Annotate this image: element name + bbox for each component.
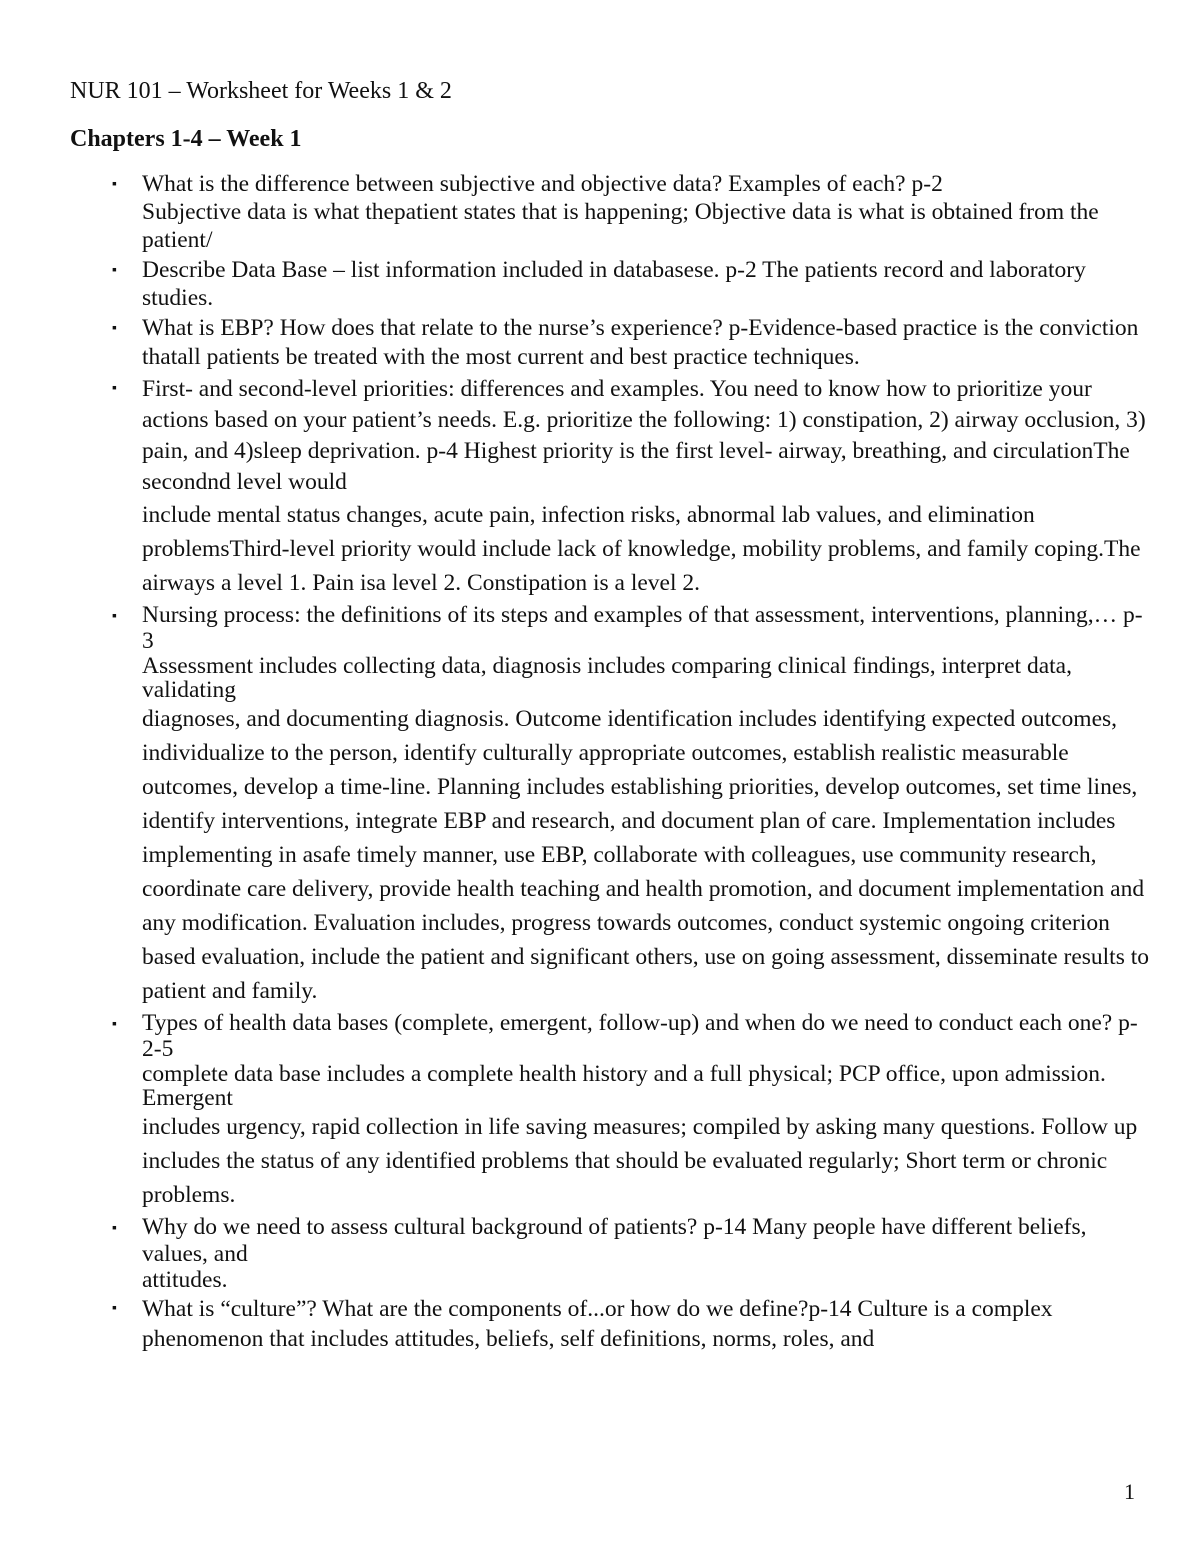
item-answer: Assessment includes collecting data, diagnosis includes comparing clinical findings, interpret data, validating: [142, 653, 1072, 703]
item-question: First- and second-level priorities: differences and examples. You need to know how to prioritize your actions based on your patient’s needs. E.g. prioritize the following: 1) constipation, 2) airway occlusion, 3) pain, and 4)sleep deprivation. p-4 Highest priority is the first level- airway, breathing, and circulationThe secondnd level would: [142, 376, 1146, 495]
list-item: [0, 1214, 1200, 1292]
item-answer: attitudes.: [142, 1267, 228, 1293]
list-item: [0, 602, 1200, 1008]
bullet-icon: ▪: [112, 1017, 117, 1032]
list-item: [0, 314, 1200, 372]
section-heading: Chapters 1-4 – Week 1: [70, 126, 302, 152]
bullet-icon: ▪: [112, 177, 117, 192]
item-question: What is “culture”? What are the components of...or how do we define?p-14 Culture is a complex phenomenon that includes attitudes, beliefs, self definitions, norms, roles, and: [142, 1296, 1053, 1352]
bullet-icon: ▪: [112, 321, 117, 336]
bullet-icon: ▪: [112, 263, 117, 278]
bullet-icon: ▪: [112, 381, 117, 396]
document-title: NUR 101 – Worksheet for Weeks 1 & 2: [70, 78, 452, 104]
item-answer-continued: includes urgency, rapid collection in life saving measures; compiled by asking many questions. Follow up includes the status of any identified problems that should be evaluated regularly; Short term or chronic problems.: [142, 1114, 1138, 1208]
list-item: [0, 170, 1200, 254]
list-item: [0, 1294, 1200, 1354]
list-item: [0, 374, 1200, 600]
item-question: Why do we need to assess cultural background of patients? p-14 Many people have different beliefs, values, and: [142, 1214, 1087, 1267]
item-answer: complete data base includes a complete health history and a full physical; PCP office, upon admission. Emergent: [142, 1061, 1106, 1111]
question-list: [0, 170, 1200, 1356]
bullet-icon: ▪: [112, 1221, 117, 1236]
item-answer-continued: diagnoses, and documenting diagnosis. Outcome identification includes identifying expected outcomes, individualize to the person, identify culturally appropriate outcomes, establish realistic measurable outcomes, develop a time-line. Planning includes establishing priorities, develop outcomes, set time lines, identify interventions, integrate EBP and research, and document plan of care. Implementation includes implementing in asafe timely manner, use EBP, collaborate with colleagues, use community research, coordinate care delivery, provide health teaching and health promotion, and document implementation and any modification. Evaluation includes, progress towards outcomes, conduct systemic ongoing criterion based evaluation, include the patient and significant others, use on going assessment, disseminate results to patient and family.: [142, 706, 1150, 1004]
list-item: [0, 256, 1200, 312]
item-question: What is EBP? How does that relate to the nurse’s experience? p-Evidence-based practice is the conviction thatall patients be treated with the most current and best practice techniques.: [142, 315, 1139, 370]
bullet-icon: ▪: [112, 609, 117, 624]
item-question: Describe Data Base – list information included in databasese. p-2 The patients record and laboratory studies.: [142, 257, 1086, 311]
bullet-icon: ▪: [112, 1301, 117, 1316]
item-question: Types of health data bases (complete, emergent, follow-up) and when do we need to conduct each one? p-2-5: [142, 1010, 1138, 1062]
item-answer: Subjective data is what thepatient states that is happening; Objective data is what is obtained from the patient/: [142, 199, 1099, 253]
item-question: Nursing process: the definitions of its steps and examples of that assessment, interventions, planning,… p-3: [142, 602, 1143, 654]
item-answer: include mental status changes, acute pain, infection risks, abnormal lab values, and elimination problemsThird-level priority would include lack of knowledge, mobility problems, and family coping.The airways a level 1. Pain isa level 2. Constipation is a level 2.: [142, 502, 1141, 596]
page-number: 1: [1124, 1479, 1135, 1504]
list-item: [0, 1010, 1200, 1212]
item-question: What is the difference between subjective and objective data? Examples of each? p-2: [142, 171, 943, 197]
